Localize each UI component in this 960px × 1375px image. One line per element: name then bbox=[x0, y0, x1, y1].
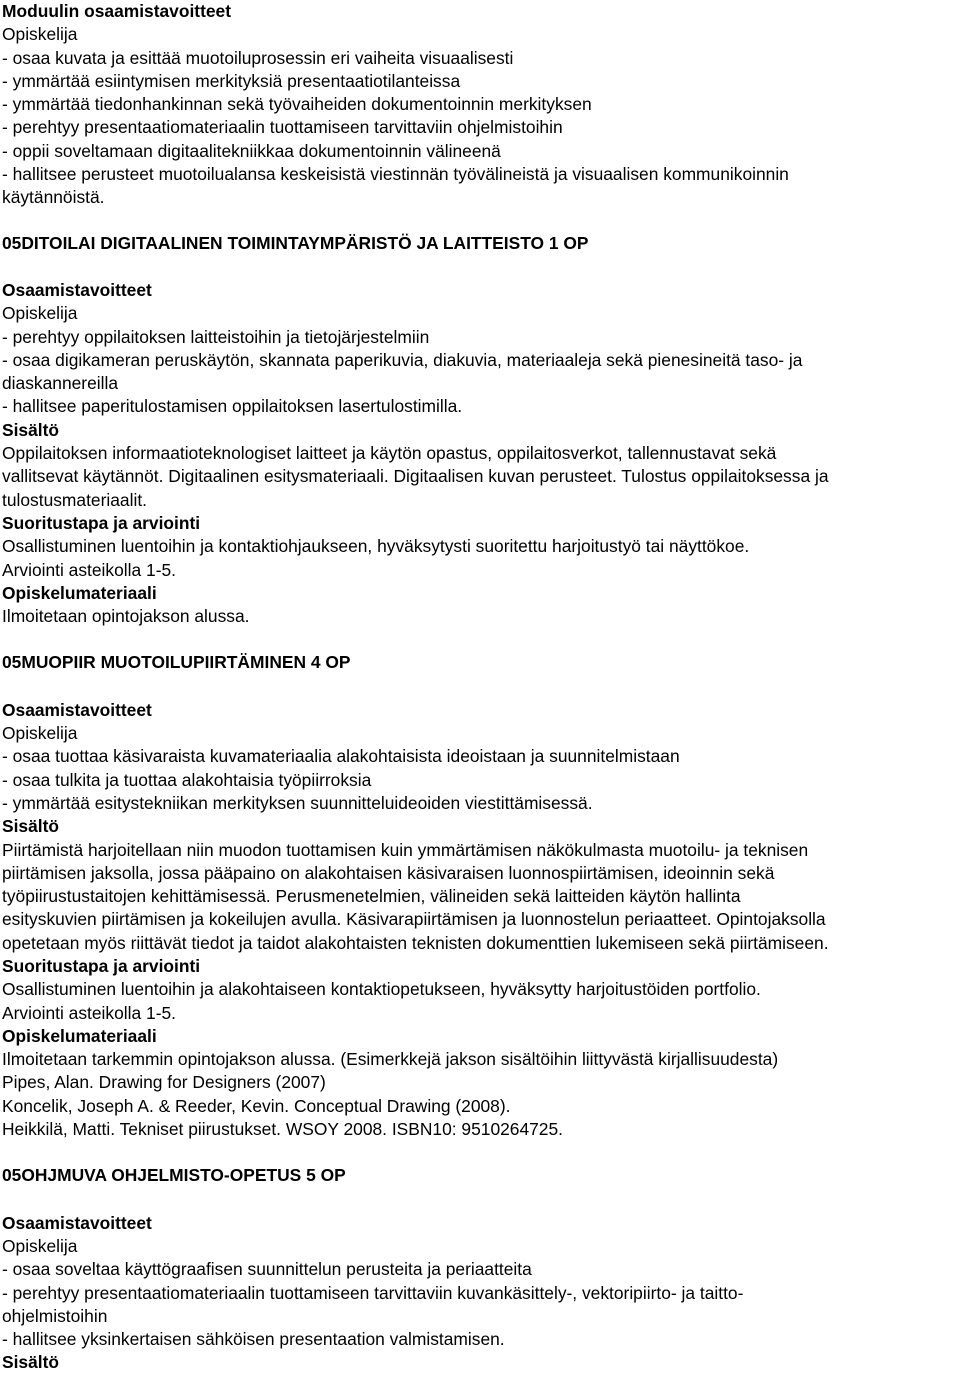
course-section bbox=[2, 651, 958, 1141]
content-label: Sisältö bbox=[2, 419, 60, 440]
document-page bbox=[2, 0, 958, 1375]
spacer bbox=[2, 675, 958, 699]
goal-line: ohjelmistoihin bbox=[2, 1305, 108, 1326]
content-line: vallitsevat käytännöt. Digitaalinen esitysmateriaali. Digitaalisen kuvan perusteet. Tulostus oppilaitoksessa ja bbox=[2, 466, 829, 487]
intro-line: - osaa kuvata ja esittää muotoiluprosessin eri vaiheita visuaalisesti bbox=[2, 47, 514, 68]
material-line: Heikkilä, Matti. Tekniset piirustukset. WSOY 2008. ISBN10: 9510264725. bbox=[2, 1119, 563, 1140]
material-line: Pipes, Alan. Drawing for Designers (2007) bbox=[2, 1072, 326, 1093]
intro-line: - ymmärtää esiintymisen merkityksiä presentaatiotilanteissa bbox=[2, 70, 461, 91]
method-label: Suoritustapa ja arviointi bbox=[2, 512, 201, 533]
course-heading: 05DITOILAI DIGITAALINEN TOIMINTAYMPÄRISTÖ JA LAITTEISTO 1 OP bbox=[2, 232, 589, 253]
goal-line: diaskannereilla bbox=[2, 373, 119, 394]
material-label: Opiskelumateriaali bbox=[2, 582, 157, 603]
intro-line: - hallitsee perusteet muotoilualansa keskeisistä viestinnän työvälineistä ja visuaalisen kommunikoinnin bbox=[2, 164, 789, 185]
spacer bbox=[2, 1188, 958, 1212]
intro-line: - oppii soveltamaan digitaalitekniikkaa dokumentoinnin välineenä bbox=[2, 140, 501, 161]
method-line: Arviointi asteikolla 1-5. bbox=[2, 1002, 176, 1023]
goal-line: - perehtyy presentaatiomateriaalin tuottamiseen tarvittaviin kuvankäsittely-, vektoripiirto- ja taitto- bbox=[2, 1282, 744, 1303]
goal-line: - hallitsee yksinkertaisen sähköisen presentaation valmistamisen. bbox=[2, 1329, 505, 1350]
content-line: tulostusmateriaalit. bbox=[2, 489, 147, 510]
content-label: Sisältö bbox=[2, 816, 60, 837]
content-line: opetetaan myös riittävät tiedot ja taidot alakohtaisten teknisten dokumenttien lukemiseen sekä piirtämiseen. bbox=[2, 932, 829, 953]
role-label: Opiskelija bbox=[2, 1235, 78, 1256]
material-line: Ilmoitetaan tarkemmin opintojakson alussa. (Esimerkkejä jakson sisältöihin liittyvästä kirjallisuudesta) bbox=[2, 1049, 779, 1070]
intro-line: käytännöistä. bbox=[2, 187, 105, 208]
goals-label: Osaamistavoitteet bbox=[2, 279, 152, 300]
material-line: Koncelik, Joseph A. & Reeder, Kevin. Conceptual Drawing (2008). bbox=[2, 1095, 511, 1116]
goal-line: - ymmärtää esitystekniikan merkityksen suunnitteluideoiden viestittämisessä. bbox=[2, 792, 593, 813]
spacer bbox=[2, 210, 958, 232]
method-line: Arviointi asteikolla 1-5. bbox=[2, 559, 176, 580]
method-label: Suoritustapa ja arviointi bbox=[2, 955, 201, 976]
intro-block bbox=[2, 0, 958, 210]
goal-line: - osaa digikameran peruskäytön, skannata paperikuvia, diakuvia, materiaaleja sekä pienesineitä taso- ja bbox=[2, 349, 803, 370]
course-heading: 05MUOPIIR MUOTOILUPIIRTÄMINEN 4 OP bbox=[2, 652, 351, 673]
intro-line: - ymmärtää tiedonhankinnan sekä työvaiheiden dokumentoinnin merkityksen bbox=[2, 94, 592, 115]
spacer bbox=[2, 255, 958, 279]
content-line: esityskuvien piirtämisen ja kokeilujen avulla. Käsivarapiirtämisen ja luonnostelun periaatteet. Opintojaksolla bbox=[2, 909, 826, 930]
goal-line: - osaa soveltaa käyttögraafisen suunnittelun perusteita ja periaatteita bbox=[2, 1259, 532, 1280]
intro-title: Moduulin osaamistavoitteet bbox=[2, 1, 232, 21]
content-line: Oppilaitoksen informaatioteknologiset laitteet ja käytön opastus, oppilaitosverkot, tallennustavat sekä bbox=[2, 443, 777, 464]
course-section bbox=[2, 1164, 958, 1374]
spacer bbox=[2, 1141, 958, 1164]
role-label: Opiskelija bbox=[2, 303, 78, 324]
goal-line: - osaa tulkita ja tuottaa alakohtaisia työpiirroksia bbox=[2, 769, 372, 790]
material-line: Ilmoitetaan opintojakson alussa. bbox=[2, 606, 250, 627]
goal-line: - hallitsee paperitulostamisen oppilaitoksen lasertulostimilla. bbox=[2, 396, 463, 417]
intro-role: Opiskelija bbox=[2, 24, 78, 45]
content-label: Sisältö bbox=[2, 1352, 60, 1373]
content-line: Piirtämistä harjoitellaan niin muodon tuottamisen kuin ymmärtämisen näkökulmasta muotoilu- ja teknisen bbox=[2, 839, 809, 860]
content-line: työpiirustustaitojen kehittämisessä. Perusmenetelmien, välineiden sekä laitteiden käytön hallinta bbox=[2, 886, 741, 907]
goals-label: Osaamistavoitteet bbox=[2, 1212, 152, 1233]
method-line: Osallistuminen luentoihin ja alakohtaiseen kontaktiopetukseen, hyväksytty harjoitustöiden portfolio. bbox=[2, 979, 761, 1000]
spacer bbox=[2, 628, 958, 651]
content-line: piirtämisen jaksolla, jossa pääpaino on alakohtaisen käsivaraisen luonnospiirtämisen, ideoinnin sekä bbox=[2, 862, 775, 883]
course-section bbox=[2, 232, 958, 629]
role-label: Opiskelija bbox=[2, 723, 78, 744]
goal-line: - perehtyy oppilaitoksen laitteistoihin ja tietojärjestelmiin bbox=[2, 326, 430, 347]
method-line: Osallistuminen luentoihin ja kontaktiohjaukseen, hyväksytysti suoritettu harjoitustyö tai näyttökoe. bbox=[2, 536, 750, 557]
course-heading: 05OHJMUVA OHJELMISTO-OPETUS 5 OP bbox=[2, 1165, 346, 1186]
goals-label: Osaamistavoitteet bbox=[2, 699, 152, 720]
intro-line: - perehtyy presentaatiomateriaalin tuottamiseen tarvittaviin ohjelmistoihin bbox=[2, 117, 563, 138]
goal-line: - osaa tuottaa käsivaraista kuvamateriaalia alakohtaisista ideoistaan ja suunnitelmistaan bbox=[2, 746, 680, 767]
material-label: Opiskelumateriaali bbox=[2, 1025, 157, 1046]
